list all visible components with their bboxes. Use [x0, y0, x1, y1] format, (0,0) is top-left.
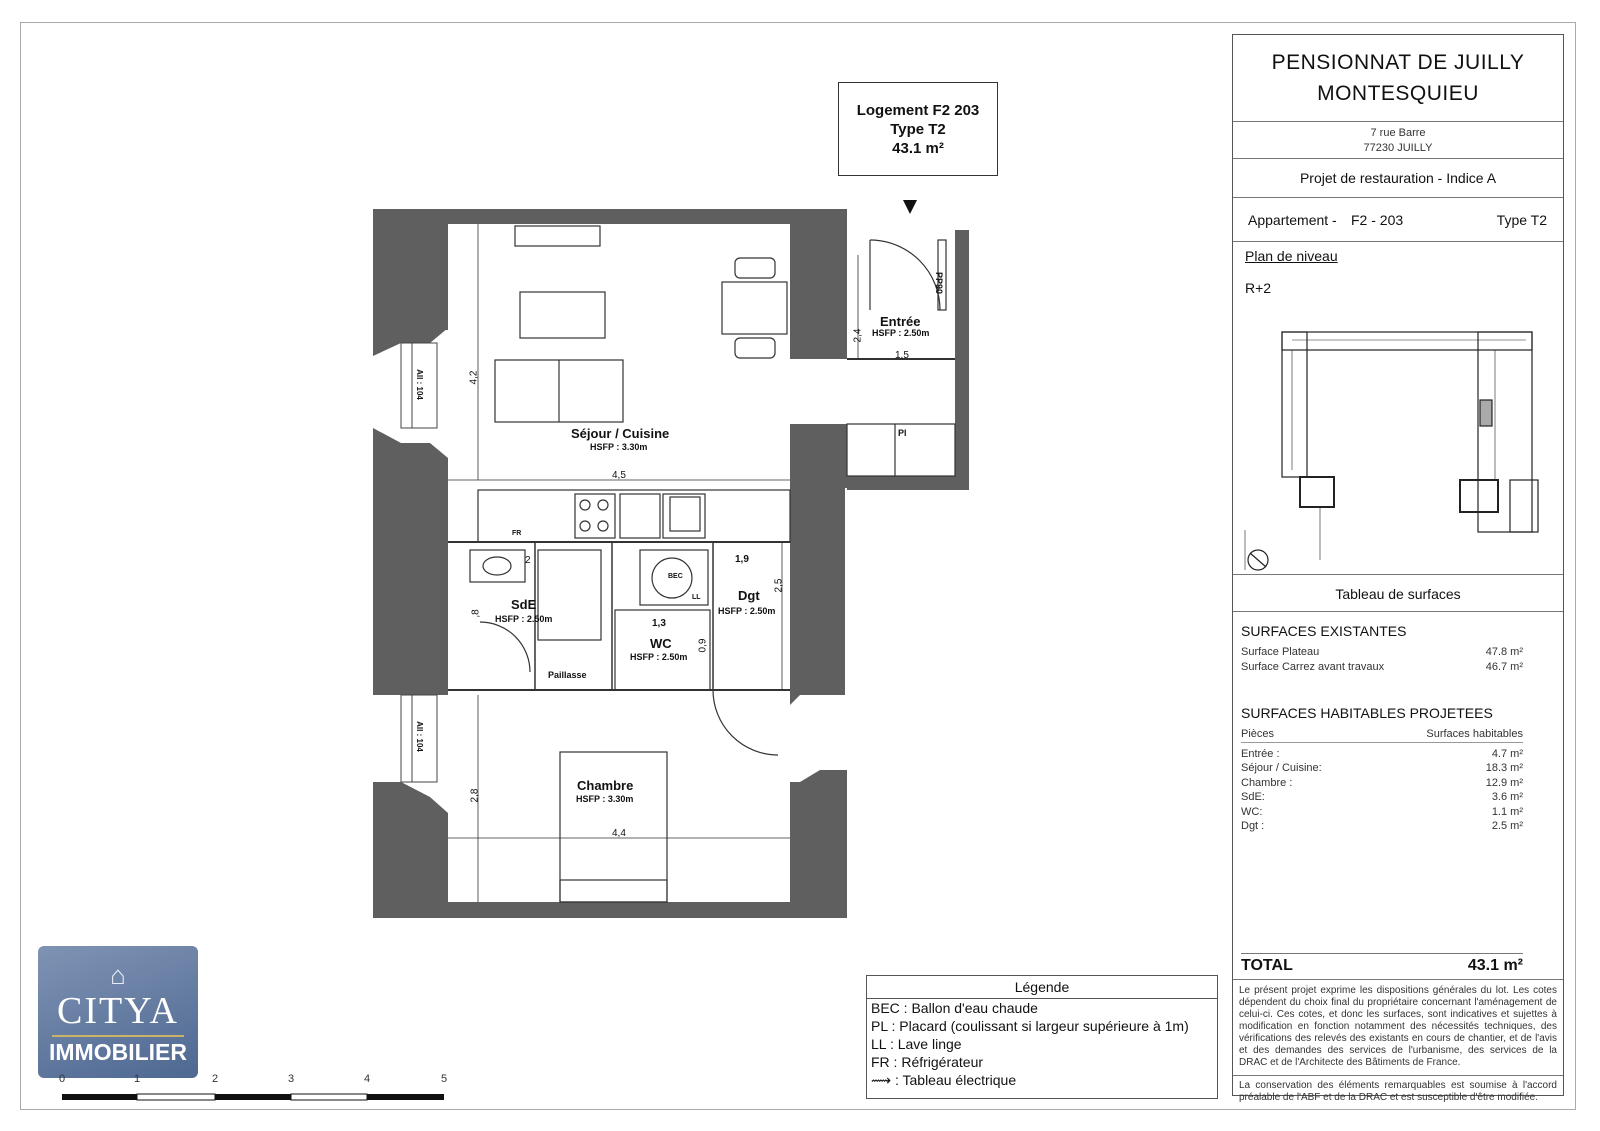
dim-0-9: 0,9: [697, 638, 709, 653]
room-sejour-height: HSFP : 3.30m: [590, 442, 648, 452]
legend-item-pl: PL : Placard (coulissant si largeur supérieure à 1m): [871, 1018, 1189, 1034]
address: [1233, 122, 1563, 159]
dim-1-5: 1,5: [895, 350, 909, 361]
scale-2: 2: [212, 1073, 219, 1085]
existing-row: Surface Carrez avant travaux 46.7 m²: [1241, 660, 1523, 673]
dim-4-4: 4,4: [612, 828, 626, 839]
room-entree-height: HSFP : 2.50m: [872, 328, 930, 338]
unit-area: 43.1 m²: [892, 140, 944, 157]
legend-item-ll: LL : Lave linge: [871, 1036, 962, 1052]
plan-label: Plan de niveau: [1245, 248, 1338, 264]
level-label: R+2: [1245, 280, 1272, 296]
projected-row: Chambre : 12.9 m²: [1241, 776, 1523, 789]
title-line-2: MONTESQUIEU: [1317, 82, 1479, 105]
legend-item-bec: BEC : Ballon d'eau chaude: [871, 1000, 1038, 1016]
total-label: TOTAL: [1241, 957, 1293, 974]
scale-4: 4: [364, 1073, 371, 1085]
unit-info-box: [838, 82, 998, 176]
label-bec: BEC: [668, 573, 683, 580]
projected-row: Dgt : 2.5 m²: [1241, 820, 1523, 832]
room-dgt: Dgt: [738, 588, 760, 603]
dim-0-8: ,8: [470, 609, 482, 618]
room-sde: SdE: [511, 597, 537, 612]
citya-logo: [38, 946, 198, 1078]
scale-bar: [62, 1094, 444, 1100]
apt-type: Type T2: [1496, 212, 1547, 228]
dim-4-2: 4,2: [468, 370, 480, 385]
dim-4-5: 4,5: [612, 470, 626, 481]
projected-section: [1241, 705, 1523, 834]
address-line-1: 7 rue Barre: [1370, 127, 1426, 139]
room-wc-height: HSFP : 2.50m: [630, 652, 688, 662]
dim-2-5: 2,5: [773, 578, 785, 593]
legend-box: [866, 975, 1218, 1099]
plan-section: [1233, 242, 1563, 575]
project-line: Projet de restauration - Indice A: [1233, 159, 1563, 198]
dim-2-8: 2,8: [469, 788, 481, 803]
projected-row: WC: 1.1 m²: [1241, 805, 1523, 818]
room-chambre-height: HSFP : 3.30m: [576, 794, 634, 804]
table-title: Tableau de surfaces: [1233, 575, 1563, 612]
label-ll: LL: [692, 594, 701, 601]
room-sejour: Séjour / Cuisine: [571, 426, 670, 441]
legend-heading: Légende: [867, 976, 1217, 999]
label-fr: FR: [512, 530, 522, 537]
total-value: 43.1 m²: [1467, 957, 1523, 974]
logo-name: CITYA: [57, 990, 179, 1032]
existing-section: [1241, 623, 1523, 674]
footnote-2: La conservation des éléments remarquables est soumise à l'accord préalable de l'ABF et de la DRAC et est susceptible d'être modifiée.: [1233, 1075, 1563, 1104]
room-wc: WC: [650, 636, 672, 651]
label-pp90: PP90: [934, 271, 945, 295]
title-line-1: PENSIONNAT DE JUILLY: [1271, 51, 1525, 74]
room-entree: Entrée: [880, 314, 921, 329]
label-pl: Pl: [898, 428, 907, 438]
projected-row: SdE: 3.6 m²: [1241, 791, 1523, 803]
scale-3: 3: [288, 1073, 295, 1085]
projected-row: Entrée : 4.7 m²: [1241, 747, 1523, 760]
projected-heading: SURFACES HABITABLES PROJETEES: [1241, 705, 1493, 721]
room-sde-height: HSFP : 2.50m: [495, 614, 553, 624]
room-dgt-height: HSFP : 2.50m: [718, 606, 776, 616]
dim-1-3: 1,3: [652, 618, 666, 629]
room-chambre: Chambre: [577, 778, 634, 793]
scale-0: 0: [59, 1073, 66, 1085]
legend-item-tableau: ⟿ : Tableau électrique: [871, 1072, 1017, 1088]
projected-row: Séjour / Cuisine: 18.3 m²: [1241, 762, 1523, 774]
label-window-1: All : 104: [414, 369, 424, 400]
dim-2-4: 2,4: [852, 328, 864, 343]
address-line-2: 77230 JUILLY: [1363, 142, 1433, 154]
dim-1-9: 1,9: [735, 554, 749, 565]
electric-panel-icon: ⟿: [871, 1072, 892, 1088]
unit-name: Logement F2 203: [856, 102, 980, 119]
scale-1: 1: [134, 1073, 141, 1085]
title-header: [1233, 35, 1563, 122]
dim-2: 2: [525, 555, 531, 566]
logo-sub: IMMOBILIER: [49, 1039, 187, 1065]
existing-row: Surface Plateau 47.8 m²: [1241, 646, 1523, 658]
total-row: [1241, 953, 1523, 978]
apartment-row: [1233, 198, 1563, 242]
scale-5: 5: [441, 1073, 448, 1085]
title-block: [1232, 34, 1564, 1103]
footnotes: [1233, 985, 1563, 1104]
projected-header: Pièces Surfaces habitables: [1241, 727, 1523, 743]
unit-type: Type T2: [890, 121, 946, 138]
existing-heading: SURFACES EXISTANTES: [1241, 623, 1407, 639]
apt-ref: F2 - 203: [1351, 212, 1404, 228]
footnote-1: Le présent projet exprime les dispositions générales du lot. Les cotes dépendent du choix final du propriétaire concernant l'aménagement de celui-ci. Ces cotes, et donc les surfaces, sont indicatives et sujettes à modification en fonction notamment des nécessités techniques, des vérifications des relevés des existants en cours de chantier, et de l'avis et des demandes des services de l'urbanisme, des services de la DRAC et de l'Architecte des Bâtiments de France.: [1239, 985, 1557, 1068]
label-paillasse: Paillasse: [548, 670, 587, 680]
legend-item-fr: FR : Réfrigérateur: [871, 1054, 984, 1070]
label-window-2: All : 104: [414, 721, 424, 752]
apt-label: Appartement -: [1248, 212, 1337, 228]
logo-pillar-icon: ⌂: [110, 960, 126, 990]
